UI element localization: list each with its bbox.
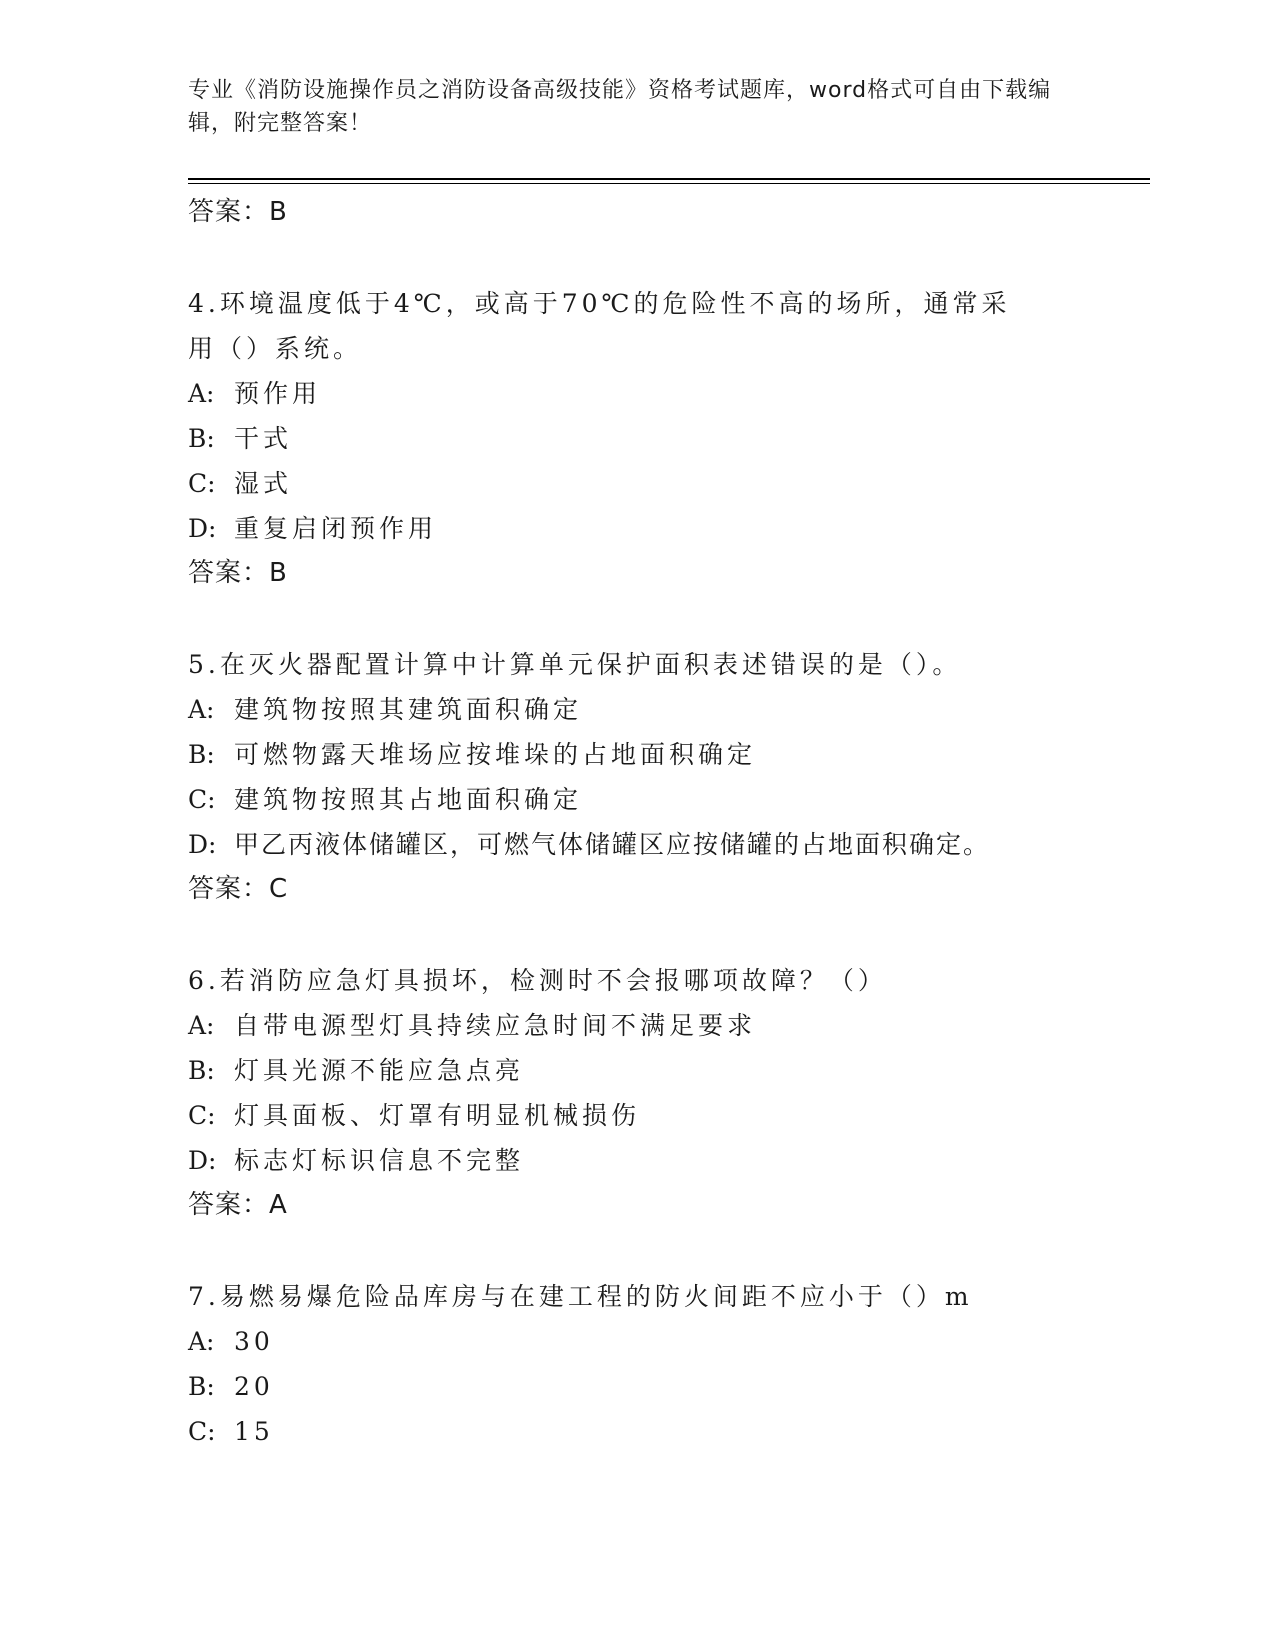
answer-label: 答案： <box>188 1190 270 1220</box>
option-c <box>188 1093 1088 1138</box>
option-c <box>188 461 1088 506</box>
option-text: 标志灯标识信息不完整 <box>234 1146 525 1175</box>
option-letter: C: <box>188 1417 216 1446</box>
header-rule-thick <box>188 178 1150 180</box>
option-b <box>188 1364 1088 1409</box>
option-text: 干式 <box>234 424 293 453</box>
option-letter: A: <box>188 379 215 408</box>
option-b <box>188 1048 1088 1093</box>
question-text: 6.若消防应急灯具损坏，检测时不会报哪项故障？（） <box>188 966 887 995</box>
option-letter: B: <box>188 740 215 769</box>
option-text: 重复启闭预作用 <box>234 514 438 543</box>
option-letter: B: <box>188 1056 215 1085</box>
answer-line <box>188 1183 1088 1228</box>
option-text: 湿式 <box>234 469 293 498</box>
answer-line <box>188 190 1088 235</box>
option-d <box>188 822 1088 867</box>
answer-value: A <box>269 1190 288 1220</box>
question-list <box>188 190 1088 1454</box>
option-text: 灯具光源不能应急点亮 <box>234 1056 525 1085</box>
option-letter: D: <box>188 1146 217 1175</box>
option-text: 可燃物露天堆场应按堆垛的占地面积确定 <box>234 740 757 769</box>
option-a <box>188 1319 1088 1364</box>
option-text: 建筑物按照其占地面积确定 <box>234 785 583 814</box>
option-letter: A: <box>188 1327 215 1356</box>
option-a <box>188 371 1088 416</box>
answer-value: B <box>269 197 288 227</box>
answer-line <box>188 551 1088 596</box>
answer-label: 答案： <box>188 197 270 227</box>
spacer <box>188 235 1088 281</box>
option-b <box>188 732 1088 777</box>
option-letter: D: <box>188 514 217 543</box>
option-letter: A: <box>188 1011 215 1040</box>
answer-value: C <box>269 874 289 904</box>
option-a <box>188 687 1088 732</box>
option-c <box>188 777 1088 822</box>
spacer <box>188 1228 1088 1274</box>
question-text: 5.在灭火器配置计算中计算单元保护面积表述错误的是（）。 <box>188 650 962 679</box>
option-d <box>188 506 1088 551</box>
option-letter: D: <box>188 830 217 859</box>
document-header: 专业《消防设施操作员之消防设备高级技能》资格考试题库，word格式可自由下载编辑，附完整答案！ <box>188 78 1052 136</box>
answer-label: 答案： <box>188 558 270 588</box>
option-letter: A: <box>188 695 215 724</box>
spacer <box>188 596 1088 642</box>
option-text: 15 <box>234 1417 274 1446</box>
option-a <box>188 1003 1088 1048</box>
option-text: 30 <box>234 1327 274 1356</box>
option-d <box>188 1138 1088 1183</box>
option-letter: B: <box>188 424 215 453</box>
question-text: 7.易燃易爆危险品库房与在建工程的防火间距不应小于（）m <box>188 1282 973 1311</box>
answer-line <box>188 867 1088 912</box>
option-letter: C: <box>188 469 216 498</box>
option-text: 灯具面板、灯罩有明显机械损伤 <box>234 1101 641 1130</box>
answer-value: B <box>269 558 288 588</box>
option-text: 自带电源型灯具持续应急时间不满足要求 <box>234 1011 757 1040</box>
option-letter: B: <box>188 1372 215 1401</box>
header-rule-thin <box>188 183 1150 184</box>
option-text: 建筑物按照其建筑面积确定 <box>234 695 583 724</box>
answer-label: 答案： <box>188 874 270 904</box>
option-letter: C: <box>188 1101 216 1130</box>
option-b <box>188 416 1088 461</box>
option-text: 预作用 <box>234 379 322 408</box>
option-text: 甲乙丙液体储罐区，可燃气体储罐区应按储罐的占地面积确定。 <box>234 830 991 859</box>
option-c <box>188 1409 1088 1454</box>
question-text: 4.环境温度低于4℃，或高于70℃的危险性不高的场所，通常采用（）系统。 <box>188 289 1011 363</box>
option-text: 20 <box>234 1372 274 1401</box>
option-letter: C: <box>188 785 216 814</box>
spacer <box>188 912 1088 958</box>
